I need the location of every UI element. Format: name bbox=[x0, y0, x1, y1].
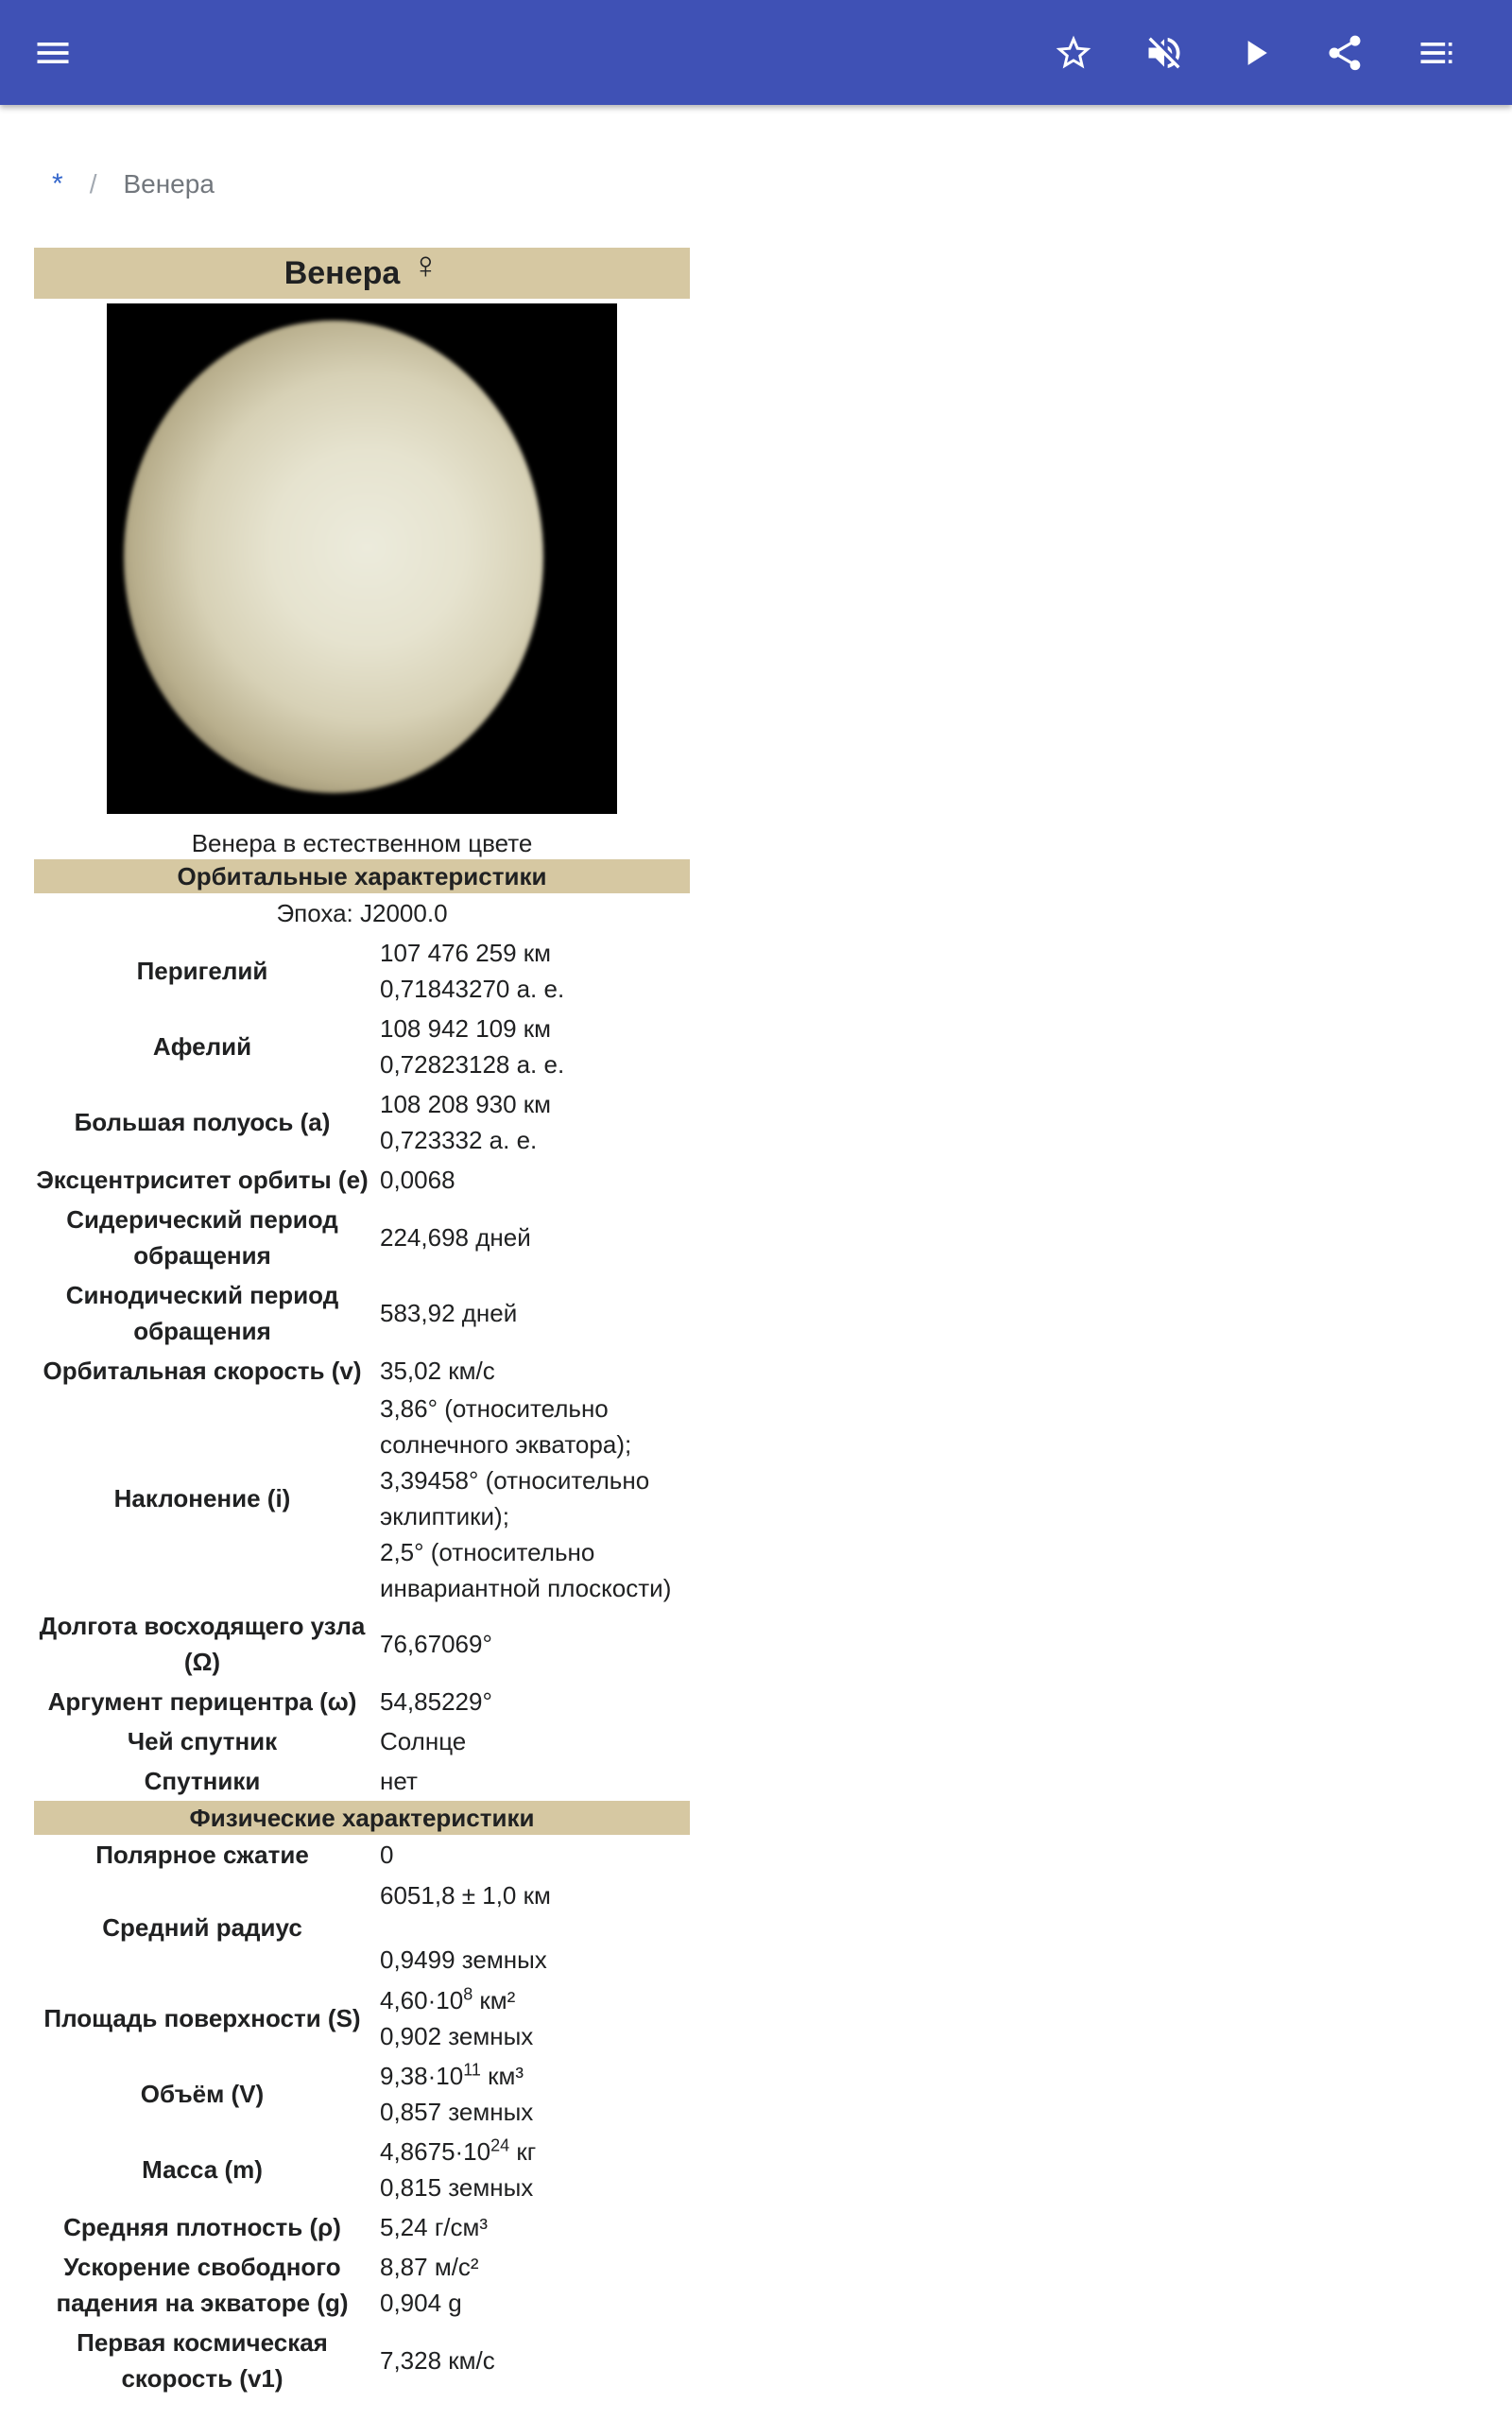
row-eccentricity bbox=[34, 1160, 690, 1200]
row-label: Наклонение (i) bbox=[113, 1484, 291, 1512]
row-label: Большая полуось (a) bbox=[74, 1108, 331, 1136]
row-value: 107 476 259 км bbox=[380, 939, 552, 967]
volume-off-icon bbox=[1143, 32, 1185, 74]
row-value: 8,87 м/с² bbox=[380, 2253, 479, 2281]
venus-image[interactable] bbox=[107, 303, 617, 814]
row-value: 0,71843270 а. е. bbox=[380, 975, 565, 1003]
infobox-title-text: Венера bbox=[284, 254, 401, 291]
row-label: Чей спутник bbox=[127, 1727, 278, 1755]
image-caption: Венера в естественном цвете bbox=[191, 829, 533, 857]
row-sidereal-period bbox=[34, 1200, 690, 1275]
orbital-section-header: Орбитальные характеристики bbox=[34, 859, 690, 893]
row-label: Орбитальная скорость (v) bbox=[43, 1357, 362, 1385]
list-icon bbox=[1416, 32, 1457, 74]
play-icon bbox=[1234, 32, 1276, 74]
row-aphelion bbox=[34, 1009, 690, 1084]
row-value: 108 208 930 км bbox=[380, 1090, 552, 1118]
row-ascending-node bbox=[34, 1606, 690, 1682]
row-value: 0,72823128 а. е. bbox=[380, 1050, 565, 1079]
row-orbital-speed bbox=[34, 1351, 690, 1391]
physical-section-header: Физические характеристики bbox=[34, 1801, 690, 1835]
row-value: Солнце bbox=[380, 1727, 467, 1755]
row-value: 0,723332 а. е. bbox=[380, 1126, 538, 1154]
menu-icon bbox=[32, 32, 74, 74]
row-value: 0,902 земных bbox=[380, 2022, 534, 2050]
row-value: 0,904 g bbox=[380, 2289, 462, 2317]
breadcrumb-home-link[interactable]: * bbox=[52, 168, 63, 199]
row-value: 0,857 земных bbox=[380, 2098, 534, 2126]
row-label: Средний радиус bbox=[102, 1913, 302, 1942]
planet-disc bbox=[124, 320, 543, 793]
breadcrumb-separator: / bbox=[89, 169, 97, 199]
row-value: $9,38\cdot 10^{11}$ км³ bbox=[380, 2060, 524, 2090]
row-inclination bbox=[34, 1391, 690, 1606]
row-value: 0,0068 bbox=[380, 1166, 455, 1194]
row-primary bbox=[34, 1721, 690, 1761]
mute-button[interactable] bbox=[1136, 25, 1193, 81]
row-surface-area bbox=[34, 1980, 690, 2056]
row-value: 6051,8 ± 1,0 км bbox=[380, 1881, 551, 1910]
row-label: Масса (m) bbox=[142, 2155, 263, 2184]
infobox bbox=[34, 244, 690, 2398]
row-surface-gravity bbox=[34, 2247, 690, 2323]
row-value: 7,328 км/с bbox=[380, 2346, 495, 2375]
venus-symbol: ♀ bbox=[411, 244, 440, 286]
infobox-title bbox=[34, 244, 690, 299]
row-density bbox=[34, 2207, 690, 2247]
row-value: 583,92 дней bbox=[380, 1299, 518, 1327]
row-label: Площадь поверхности (S) bbox=[43, 2004, 361, 2032]
row-value: 108 942 109 км bbox=[380, 1014, 552, 1043]
row-synodic-period bbox=[34, 1275, 690, 1351]
breadcrumb bbox=[52, 168, 215, 200]
row-value: 76,67069° bbox=[380, 1630, 492, 1658]
row-satellites bbox=[34, 1761, 690, 1801]
row-value: 0 bbox=[380, 1841, 394, 1869]
row-value-spacer bbox=[380, 1913, 690, 1942]
row-value: 54,85229° bbox=[380, 1687, 492, 1716]
row-label: Афелий bbox=[152, 1032, 252, 1061]
row-value: $4,8675\cdot 10^{24}$ кг bbox=[380, 2135, 537, 2166]
share-button[interactable] bbox=[1316, 25, 1373, 81]
row-label: Перигелий bbox=[136, 957, 268, 985]
play-button[interactable] bbox=[1227, 25, 1283, 81]
row-value: 5,24 г/см³ bbox=[380, 2213, 489, 2241]
row-first-cosmic-velocity bbox=[34, 2323, 690, 2398]
row-label: Синодический период обращения bbox=[65, 1281, 339, 1345]
row-mass bbox=[34, 2132, 690, 2207]
row-label: Аргумент перицентра (ω) bbox=[47, 1687, 357, 1716]
row-value: нет bbox=[380, 1767, 418, 1795]
row-value: 224,698 дней bbox=[380, 1223, 531, 1252]
row-value: 3,86° (относительно солнечного экватора); bbox=[380, 1394, 632, 1459]
row-label: Средняя плотность (ρ) bbox=[63, 2213, 341, 2241]
row-label: Объём (V) bbox=[140, 2080, 265, 2108]
row-perihelion bbox=[34, 933, 690, 1009]
row-label: Спутники bbox=[144, 1767, 261, 1795]
menu-button[interactable] bbox=[25, 25, 81, 81]
bookmark-button[interactable] bbox=[1045, 25, 1102, 81]
row-value: 0,9499 земных bbox=[380, 1945, 547, 1974]
row-label: Сидерический период обращения bbox=[66, 1205, 338, 1270]
row-label: Первая космическая скорость (v1) bbox=[77, 2328, 328, 2393]
row-flattening bbox=[34, 1835, 690, 1875]
row-value: $4,60\cdot 10^8$ км² bbox=[380, 1984, 516, 2014]
row-value: 0,815 земных bbox=[380, 2173, 534, 2202]
epoch: Эпоха: J2000.0 bbox=[276, 899, 448, 927]
table-of-contents-button[interactable] bbox=[1408, 25, 1465, 81]
row-semi-major-axis bbox=[34, 1084, 690, 1160]
row-volume bbox=[34, 2056, 690, 2132]
row-value: 3,39458° (относительно эклиптики); bbox=[380, 1466, 650, 1530]
app-bar bbox=[0, 0, 1512, 105]
row-label: Долгота восходящего узла (Ω) bbox=[39, 1612, 366, 1676]
breadcrumb-current: Венера bbox=[123, 169, 215, 199]
row-argument-of-periapsis bbox=[34, 1682, 690, 1721]
row-label: Ускорение свободного падения на экваторе (g) bbox=[56, 2253, 349, 2317]
row-label: Полярное сжатие bbox=[95, 1841, 309, 1869]
share-icon bbox=[1324, 32, 1366, 74]
row-value: 35,02 км/с bbox=[380, 1357, 495, 1385]
star-outline-icon bbox=[1053, 32, 1094, 74]
row-value: 2,5° (относительно инвариантной плоскости) bbox=[380, 1538, 672, 1602]
row-label: Эксцентриситет орбиты (e) bbox=[36, 1166, 369, 1194]
row-mean-radius bbox=[34, 1875, 690, 1980]
